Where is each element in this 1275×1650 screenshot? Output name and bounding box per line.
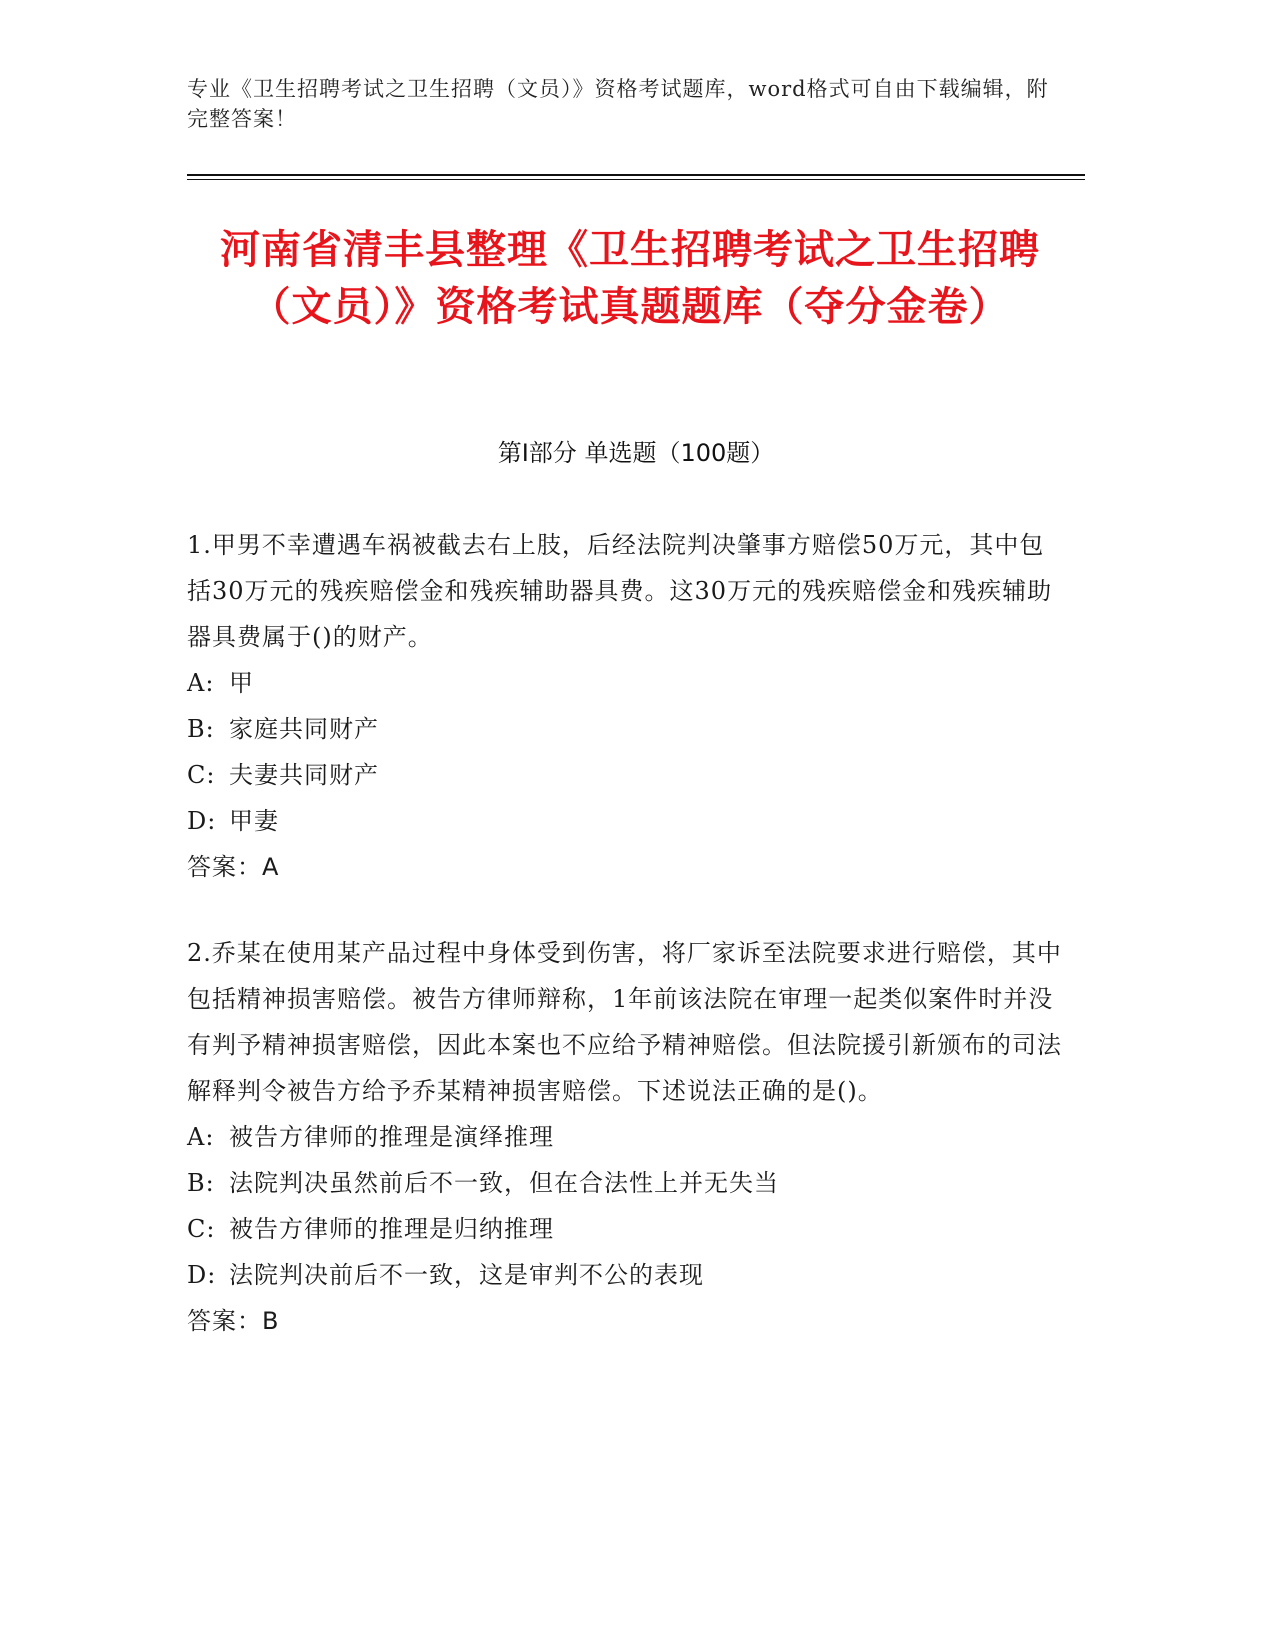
header-divider-thick [187, 174, 1085, 176]
document-title: 河南省清丰县整理《卫生招聘考试之卫生招聘（文员）》资格考试真题题库（夺分金卷） [220, 227, 1040, 330]
option-text: 法院判决虽然前后不一致，但在合法性上并无失当 [229, 1169, 779, 1197]
question-2 [187, 930, 1067, 1344]
option-letter: C: [187, 1215, 216, 1243]
option-d [187, 798, 1067, 844]
header-note: 专业《卫生招聘考试之卫生招聘（文员）》资格考试题库，word格式可自由下载编辑，附完整答案！ [187, 77, 1049, 131]
option-text: 被告方律师的推理是归纳推理 [229, 1215, 554, 1243]
option-c [187, 752, 1067, 798]
option-c [187, 1206, 1067, 1252]
option-a [187, 1114, 1067, 1160]
question-stem: 1.甲男不幸遭遇车祸被截去右上肢，后经法院判决肇事方赔偿50万元，其中包括30万元的残疾赔偿金和残疾辅助器具费。这30万元的残疾赔偿金和残疾辅助器具费属于()的财产。 [187, 531, 1053, 651]
option-text: 甲 [229, 669, 254, 697]
answer-line: 答案：A [187, 853, 280, 881]
header-divider-thin [187, 179, 1085, 180]
option-b [187, 706, 1067, 752]
option-b [187, 1160, 1067, 1206]
option-letter: A: [187, 669, 215, 697]
question-stem: 2.乔某在使用某产品过程中身体受到伤害，将厂家诉至法院要求进行赔偿，其中包括精神损害赔偿。被告方律师辩称，1年前该法院在审理一起类似案件时并没有判予精神损害赔偿，因此本案也不应给予精神赔偿。但法院援引新颁布的司法解释判令被告方给予乔某精神损害赔偿。下述说法正确的是()。 [187, 939, 1062, 1105]
option-text: 甲妻 [229, 807, 279, 835]
option-a [187, 660, 1067, 706]
option-letter: C: [187, 761, 216, 789]
section-heading: 第Ⅰ部分 单选题（100题） [497, 439, 775, 467]
question-1 [187, 522, 1067, 890]
option-d [187, 1252, 1067, 1298]
option-text: 被告方律师的推理是演绎推理 [229, 1123, 554, 1151]
option-letter: B: [187, 715, 215, 743]
option-letter: A: [187, 1123, 215, 1151]
option-text: 夫妻共同财产 [229, 761, 379, 789]
answer-line: 答案：B [187, 1307, 280, 1335]
option-letter: D: [187, 807, 217, 835]
option-text: 法院判决前后不一致，这是审判不公的表现 [229, 1261, 704, 1289]
option-letter: B: [187, 1169, 215, 1197]
option-text: 家庭共同财产 [229, 715, 379, 743]
option-letter: D: [187, 1261, 217, 1289]
